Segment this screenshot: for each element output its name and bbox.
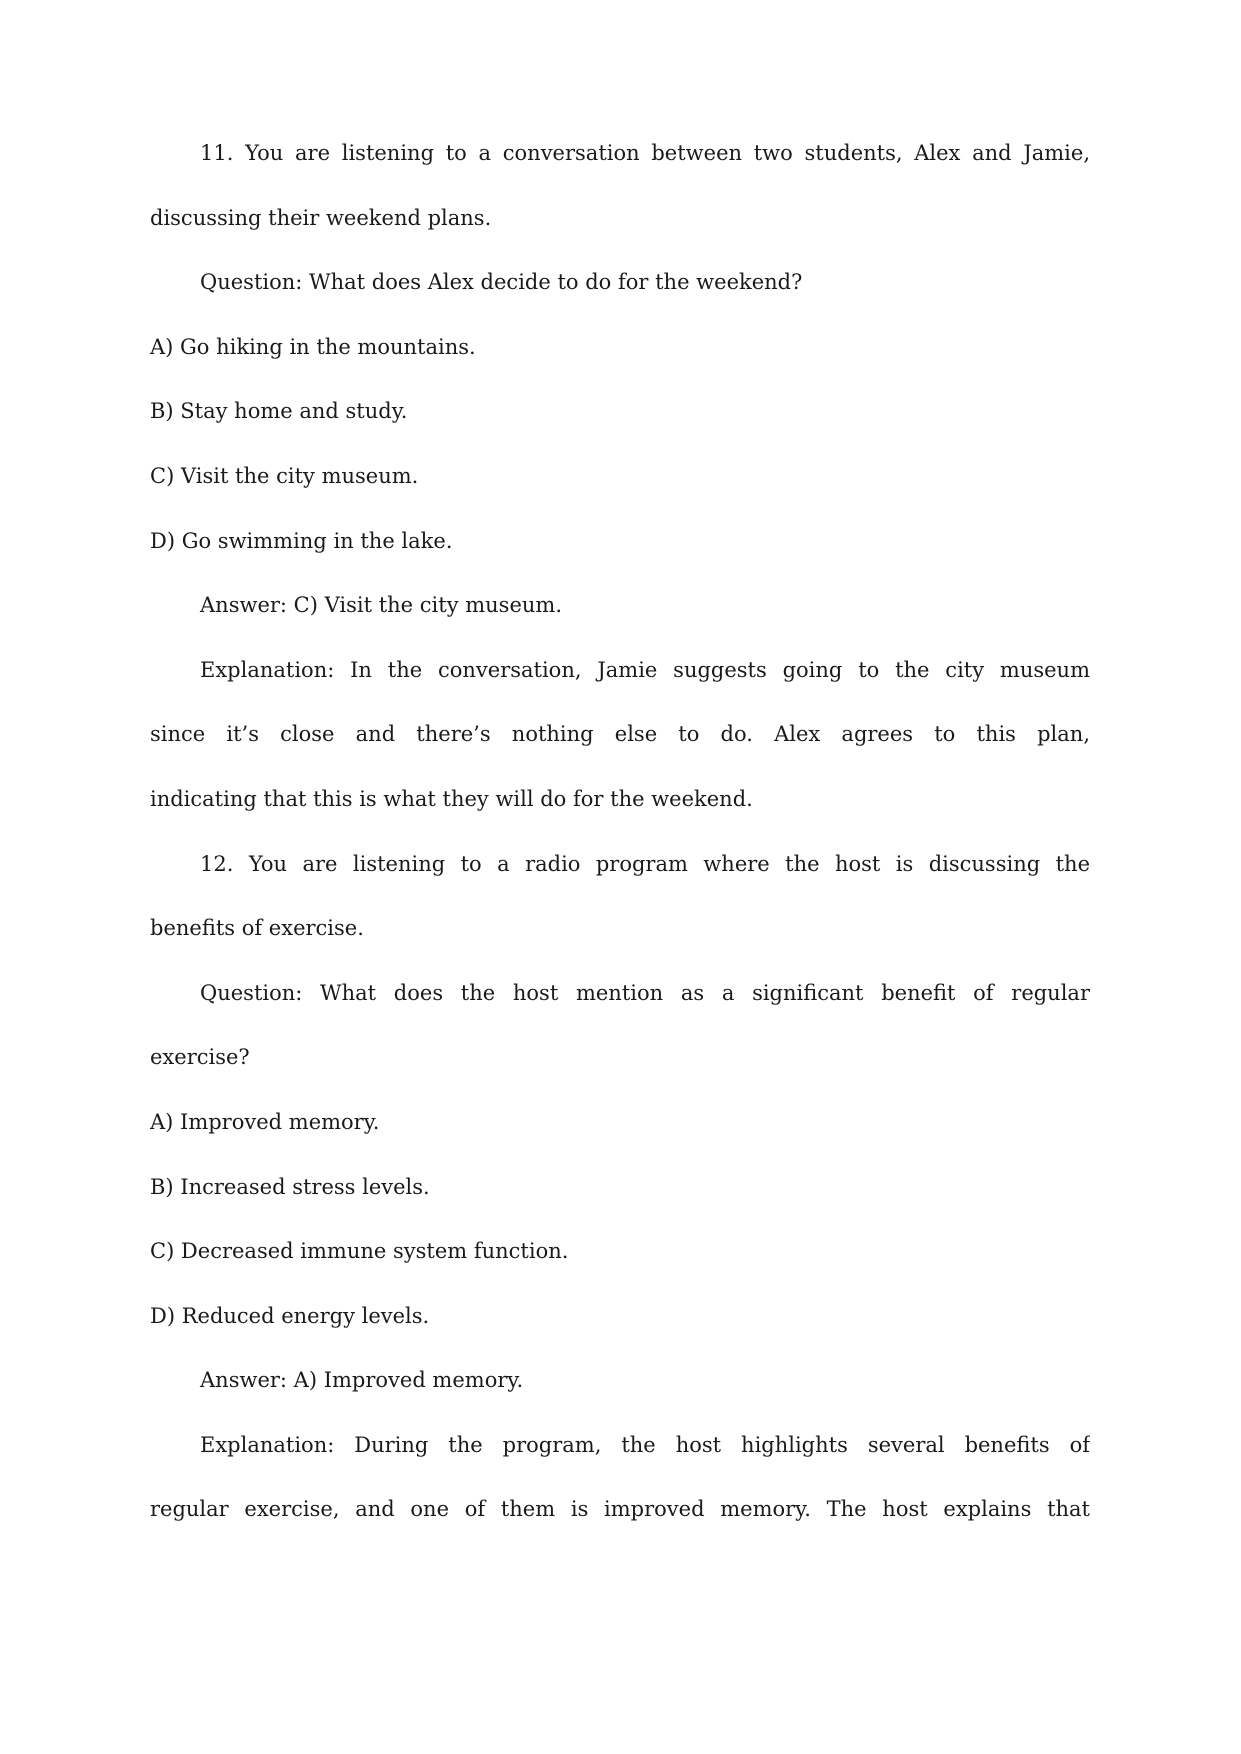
q11-prompt-line-2: discussing their weekend plans. [150,205,492,230]
q11-question: Question: What does Alex decide to do for the weekend? [200,270,803,295]
q11-prompt-line-1: 11. You are listening to a conversation between two students, Alex and Jamie, [200,141,1090,165]
q11-explanation-line-3: indicating that this is what they will do for the weekend. [150,786,753,811]
q11-option-d: D) Go swimming in the lake. [150,528,453,553]
q12-explanation-line-1: Explanation: During the program, the host highlights several benefits of [200,1432,1090,1457]
document-content [150,138,1090,1559]
q11-explanation-line-2: since it’s close and there’s nothing else to do. Alex agrees to this plan, [150,722,1090,747]
q12-answer: Answer: A) Improved memory. [200,1368,524,1393]
q12-option-d: D) Reduced energy levels. [150,1303,430,1328]
q12-prompt-line-1: 12. You are listening to a radio program where the host is discussing the [200,851,1090,876]
q12-question-line-2: exercise? [150,1045,250,1070]
q12-explanation-line-2: regular exercise, and one of them is improved memory. The host explains that [150,1497,1090,1522]
q12-question-line-1: Question: What does the host mention as a significant benefit of regular [200,980,1090,1005]
q12-option-b: B) Increased stress levels. [150,1174,430,1199]
q12-prompt-line-2: benefits of exercise. [150,916,364,941]
q11-answer: Answer: C) Visit the city museum. [200,593,562,618]
q12-option-a: A) Improved memory. [150,1109,380,1134]
q11-option-b: B) Stay home and study. [150,399,408,424]
q11-option-a: A) Go hiking in the mountains. [150,334,476,359]
q12-option-c: C) Decreased immune system function. [150,1239,569,1264]
q11-option-c: C) Visit the city museum. [150,463,419,488]
q11-explanation-line-1: Explanation: In the conversation, Jamie suggests going to the city museum [200,657,1090,682]
